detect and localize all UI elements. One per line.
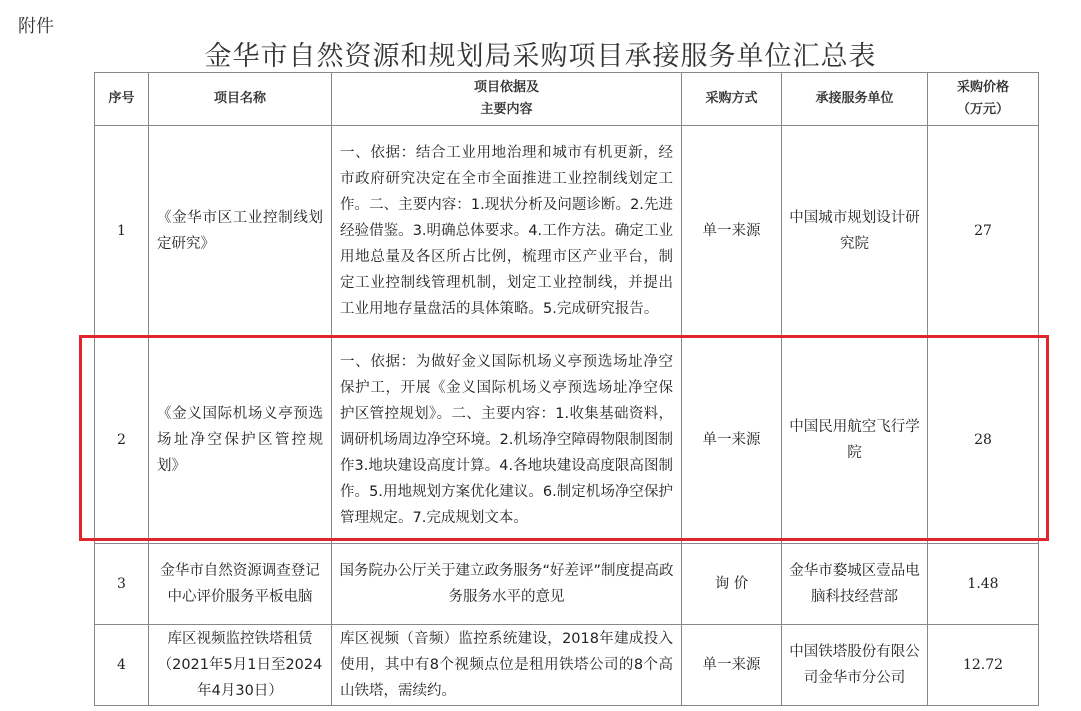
cell-seq: 1 [95, 126, 149, 336]
header-price-line2: （万元） [956, 102, 1009, 117]
table-header-row [95, 73, 1039, 126]
header-basis-line1: 项目依据及 [473, 80, 539, 95]
attachment-label: 附件 [18, 16, 54, 37]
cell-unit: 中国铁塔股份有限公司金华市分公司 [782, 625, 928, 706]
cell-price: 28 [928, 336, 1039, 544]
table-row [95, 126, 1039, 336]
cell-seq: 2 [95, 336, 149, 544]
cell-project-name: 金华市自然资源调查登记中心评价服务平板电脑 [149, 544, 332, 625]
header-basis-line2: 主要内容 [480, 102, 533, 117]
cell-price: 12.72 [928, 625, 1039, 706]
cell-project-name: 库区视频监控铁塔租赁（2021年5月1日至2024年4月30日） [149, 625, 332, 706]
cell-basis: 一、依据：结合工业用地治理和城市有机更新，经市政府研究决定在全市全面推进工业控制线划定工作。二、主要内容：1.现状分析及问题诊断。2.先进经验借鉴。3.明确总体要求。4.工作方法。确定工业用地总量及各区所占比例，梳理市区产业平台，制定工业控制线管理机制，划定工业控制线，并提出工业用地存量盘活的具体策略。5.完成研究报告。 [332, 126, 682, 336]
cell-price: 1.48 [928, 544, 1039, 625]
header-method: 采购方式 [682, 73, 782, 126]
cell-project-name: 《金义国际机场义亭预选场址净空保护区管控规划》 [149, 336, 332, 544]
cell-basis: 国务院办公厅关于建立政务服务“好差评”制度提高政务服务水平的意见 [332, 544, 682, 625]
header-seq: 序号 [95, 73, 149, 126]
header-basis [332, 73, 682, 126]
header-unit: 承接服务单位 [782, 73, 928, 126]
header-price-line1: 采购价格 [956, 80, 1009, 95]
cell-price: 27 [928, 126, 1039, 336]
cell-unit: 中国城市规划设计研究院 [782, 126, 928, 336]
cell-method: 询 价 [682, 544, 782, 625]
header-price [928, 73, 1039, 126]
cell-seq: 3 [95, 544, 149, 625]
cell-method: 单一来源 [682, 336, 782, 544]
header-name: 项目名称 [149, 73, 332, 126]
table-row [95, 336, 1039, 544]
cell-method: 单一来源 [682, 126, 782, 336]
cell-project-name: 《金华市区工业控制线划定研究》 [149, 126, 332, 336]
page-title: 金华市自然资源和规划局采购项目承接服务单位汇总表 [204, 41, 877, 72]
cell-method: 单一来源 [682, 625, 782, 706]
cell-basis: 一、依据：为做好金义国际机场义亭预选场址净空保护工，开展《金义国际机场义亭预选场址净空保护区管控规划》。二、主要内容：1.收集基础资料，调研机场周边净空环境。2.机场净空障碍物限制图制作3.地块建设高度计算。4.各地块建设高度限高图制作。5.用地规划方案优化建议。6.制定机场净空保护管理规定。7.完成规划文本。 [332, 336, 682, 544]
cell-unit: 中国民用航空飞行学院 [782, 336, 928, 544]
cell-seq: 4 [95, 625, 149, 706]
table-row [95, 625, 1039, 706]
cell-unit: 金华市婺城区壹品电脑科技经营部 [782, 544, 928, 625]
table-row [95, 544, 1039, 625]
cell-basis: 库区视频（音频）监控系统建设，2018年建成投入使用，其中有8个视频点位是租用铁塔公司的8个高山铁塔，需续约。 [332, 625, 682, 706]
summary-table [94, 72, 1039, 706]
